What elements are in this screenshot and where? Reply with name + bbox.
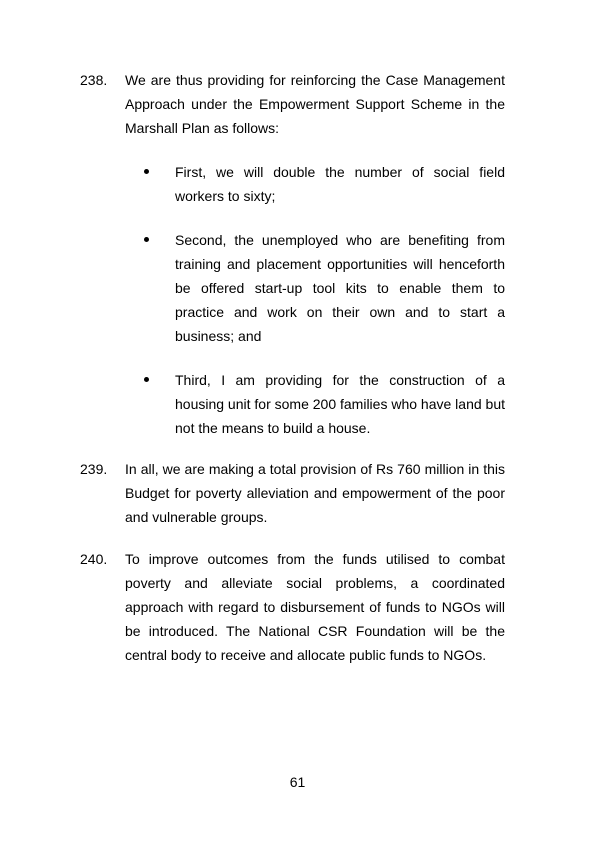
bullet-icon <box>144 169 149 174</box>
bullet-text: Third, I am providing for the construction of a housing unit for some 200 families who have land but not the means to build a house. <box>175 372 505 436</box>
paragraph-238 <box>80 68 505 140</box>
list-item <box>125 228 505 348</box>
paragraph-text: We are thus providing for reinforcing the Case Management Approach under the Empowerment Support Scheme in the Marshall Plan as follows: <box>125 72 505 136</box>
list-item <box>125 160 505 208</box>
bullet-text: First, we will double the number of social field workers to sixty; <box>175 164 505 204</box>
paragraph-text: In all, we are making a total provision of Rs 760 million in this Budget for poverty alleviation and empowerment of the poor and vulnerable groups. <box>125 461 505 525</box>
paragraph-text: To improve outcomes from the funds utilised to combat poverty and alleviate social problems, a coordinated approach with regard to disbursement of funds to NGOs will be introduced. The National CSR Foundation will be the central body to receive and allocate public funds to NGOs. <box>125 551 505 663</box>
bullet-icon <box>144 237 149 242</box>
paragraph-number: 240. <box>80 551 108 567</box>
bullet-list <box>125 160 505 460</box>
page-number: 61 <box>289 774 306 790</box>
list-item <box>125 368 505 440</box>
paragraph-240 <box>80 547 505 667</box>
paragraph-number: 238. <box>80 72 108 88</box>
bullet-icon <box>144 377 149 382</box>
paragraph-239 <box>80 457 505 529</box>
paragraph-number: 239. <box>80 461 108 477</box>
bullet-text: Second, the unemployed who are benefiting from training and placement opportunities will henceforth be offered start-up tool kits to enable them to practice and work on their own and to start a business; and <box>175 232 505 344</box>
